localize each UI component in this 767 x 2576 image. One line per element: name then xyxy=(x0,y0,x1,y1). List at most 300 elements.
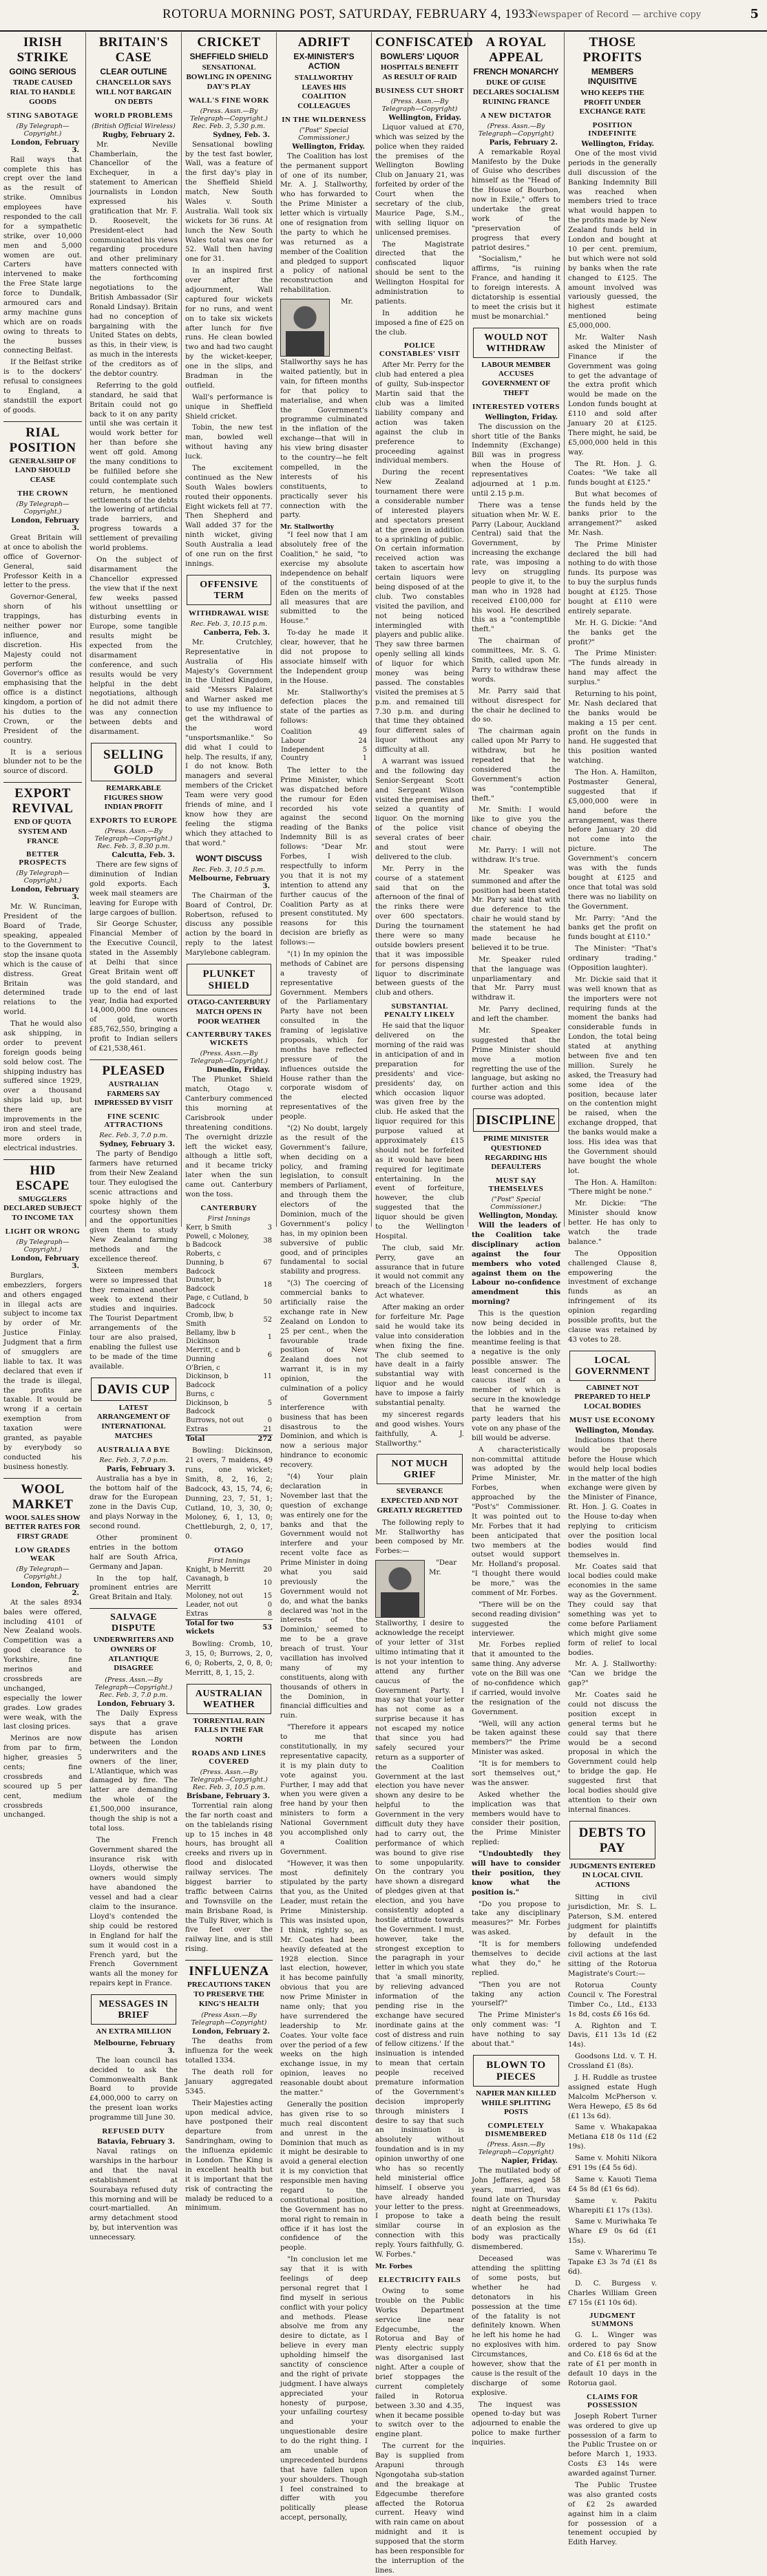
paragraph: To-day he made it clear, however, that he did not propose to associate himself with the Independent group in the House. xyxy=(280,629,368,685)
deck: AUSTRALIAN FARMERS SAY IMPRESSED BY VISIT xyxy=(94,1079,174,1108)
headline: WOULD NOT WITHDRAW xyxy=(484,332,548,354)
headline: SELLING GOLD xyxy=(103,747,164,777)
subheadline: FRENCH MONARCHY xyxy=(473,67,559,76)
placeline: London, February 3. xyxy=(11,138,79,154)
masthead-title: ROTORUA MORNING POST, SATURDAY, FEBRUARY 4, 1933 xyxy=(162,7,533,21)
dateline: (Press. Assn.—By Telegraph—Copyright.) Rec. Feb. 3, 10.5 p.m. xyxy=(190,1768,268,1791)
row-value: 52 xyxy=(263,1316,272,1324)
deck: TRADE CAUSED RIAL TO HANDLE GOODS xyxy=(10,78,76,106)
row-value: 49 xyxy=(358,728,367,737)
paragraph: "It is for members to sort themselves out," was the answer. xyxy=(472,1760,560,1787)
story-rial-position xyxy=(3,425,82,777)
dateline: Rec. Feb. 3, 10.15 p.m. xyxy=(190,620,268,628)
section-label: BETTER PROSPECTS xyxy=(19,850,67,867)
story-discipline-body xyxy=(472,1134,560,2049)
section-label: AUSTRALIA A BYE xyxy=(96,1445,171,1454)
row-label: Knight, b Merritt xyxy=(186,1566,245,1574)
deck: UNDERWRITERS AND OWNERS OF ATLANTIQUE DISAGREE xyxy=(93,1636,174,1673)
column-rule xyxy=(3,421,82,422)
deck: END OF QUOTA SYSTEM AND FRANCE xyxy=(14,818,72,845)
headline: BRITAIN'S CASE xyxy=(98,35,169,65)
table-row xyxy=(185,1391,273,1417)
paragraph: "In conclusion let me say that it is with feelings of deep personal regret that I find myself in serious conflict with your policy and methods. Please absolve me from any desire to dictate, as I believe in every man upholding himself the sanctity of conscience and the right of private judgment. I have always appreciated your honesty of purpose, your unfailing courtesy and your unquestionable desire to do the right thing. I am unable of unprecedented burdens that have fallen upon your shoulders. Though I feel constrained to differ with you politically please accept, personally, xyxy=(280,2255,368,2522)
row-value: 15 xyxy=(263,1592,272,1601)
paragraph: The Daily Express says that a grave dispute has arisen between the London underwriters and the owners of the liner, L'Atlantique, which was damaged by fire. The latter are demanding the whole of the £1,500,000 insurance, though the ship is not a total loss. xyxy=(90,1709,178,1833)
paragraph: In the top half, prominent entries are Great Britain and Italy. xyxy=(90,1574,178,1602)
paragraph: He said that the liquor delivered on the morning of the raid was in anticipation of and in preparation for presidents' and vice-presidents' day, on which occasion liquor was given free by the club. He asked that the liquor required for this purpose valued at approximately £15 should not be forfeited as it would have been required for legitimate entertaining. In the event of forfeiture, however, the club suggested that the liquor should be given to the Wellington Hospital. xyxy=(375,1022,464,1241)
paragraph: Their Majesties acting upon medical advice, have postponed their departure from Sandringham, owing to the influenza epidemic in London. The King is in excellent health but it is important that the risk of contracting the malady be reduced to a minimum. xyxy=(185,2098,273,2213)
story-not-much-grief-body xyxy=(375,1487,464,2270)
paragraph: Same v. Muriwhaka Te Whare £9 0s 6d (£1 15s). xyxy=(568,2217,657,2246)
deck: SENSATIONAL BOWLING IN OPENING DAY'S PLAY xyxy=(186,63,272,91)
section-label: WITHDRAWAL WISE xyxy=(188,609,270,617)
subheadline: MEMBERS INQUISITIVE xyxy=(587,67,638,87)
paragraph: Mr. Parry said that without disrespect for the chair he declined to do so. xyxy=(472,686,560,724)
paragraph: Rotorua County Council v. The Forestral Timber Co., Ltd., £133 1s 8d, costs £6 16s 6d. xyxy=(568,1981,657,2018)
row-label: Extras xyxy=(186,1609,209,1618)
story-australian-weather xyxy=(187,1684,271,1714)
story-adrift xyxy=(280,35,368,2523)
story-would-not-withdraw xyxy=(473,328,559,358)
placeline: Batavia, February 3. xyxy=(96,2138,175,2146)
deck: LATEST ARRANGEMENT OF INTERNATIONAL MATCHES xyxy=(96,1403,171,1440)
paragraph: Mr. W. Runciman, President of the Board of Trade, speaking, appealed to the Government to stop the insane quota which is the cause of distress. Great Britain was determined trade relations to the world. xyxy=(3,902,82,1017)
placeline: Wellington, Friday. xyxy=(485,413,558,421)
paragraph: "It is for members themselves to decide what they do," he replied. xyxy=(472,1940,560,1977)
column-2 xyxy=(85,32,181,2242)
deck: STALLWORTHY LEAVES HIS COALITION COLLEAGUES xyxy=(294,73,354,111)
placeline: London, February 3. xyxy=(11,886,79,902)
section-label: CLAIMS FOR POSSESSION xyxy=(587,2392,638,2409)
story-plunket-shield-body xyxy=(185,998,273,1678)
section-label: JUDGMENT SUMMONS xyxy=(589,2312,635,2329)
paragraph: The letter to the Prime Minister, which was dispatched before the rumour for Eden recorded his vote against the second reading of the Banks Indemnity Bill is as follows: "Dear Mr. Forbes, I wish respectfully to inform you that it is not my intention to attend any further caucus of the Coalition Party as at present constituted. My reasons for this decision are briefly as follows:— xyxy=(280,766,368,947)
paragraph: The Minister: "That's ordinary trading." (Opposition laughter). xyxy=(568,944,657,972)
headline: LOCAL GOVERNMENT xyxy=(575,1355,650,1377)
headline: NOT MUCH GRIEF xyxy=(391,1459,448,1481)
story-influenza xyxy=(185,1964,273,2213)
section-label: REFUSED DUTY xyxy=(102,2127,165,2136)
paragraph: Joseph Robert Turner was ordered to give up possession of a farm to the Public Trustee on or before March 1, 1933. Costs £3 14s were awarded against Turner. xyxy=(568,2411,657,2478)
paragraph: Burglars, embezzlers, forgers and others engaged in illegal acts are subject to income tax by order of Mr. Justice Finlay. Judgment that a firm of smugglers are liable to tax. It was declared that even if the trade is illegal, the profits are taxable. It would be wrong if a certain exemption from taxation were granted, as payable by everybody so conducted his business honestly. xyxy=(3,1271,82,1471)
placeline: London, February 2. xyxy=(11,1581,79,1597)
paragraph: Generally the position has given rise to so much real discontent and unrest in the Dominion that much as it might be desirable to avoid a general election it is my conviction that responsible men having regard to the constitutional position, the Government has no moral right to remain in office if it has lost the confidence of the people. xyxy=(280,2100,368,2252)
column-3 xyxy=(181,32,276,2213)
portrait-photo-stallworthy xyxy=(280,299,330,357)
total-row xyxy=(185,1435,273,1444)
dateline: (Press. Assn.—By Telegraph—Copyright) xyxy=(478,2141,554,2157)
story-royal-appeal xyxy=(472,35,560,322)
story-local-government-body xyxy=(568,1384,657,1815)
deck: LABOUR MEMBER ACCUSES GOVERNMENT OF THEFT xyxy=(481,360,551,397)
dateline: (Press. Assn.—By Telegraph—Copyright.) Rec. Feb. 3, 8.30 p.m. xyxy=(94,827,173,851)
story-davis-cup-body xyxy=(90,1404,178,1603)
story-offensive-term-body xyxy=(185,609,273,849)
paragraph: Mr. H. G. Dickie: "And the banks get the profit?" xyxy=(568,618,657,646)
paragraph: Mr. Parry declined, and left the chamber. xyxy=(472,1005,560,1024)
story-debts-to-pay-body xyxy=(568,1862,657,2548)
table-row xyxy=(185,1224,273,1233)
paragraph: The chairman of committees, Mr. S. G. Smith, called upon Mr. Parry to withdraw these words. xyxy=(472,637,560,684)
section-label: WALL'S FINE WORK xyxy=(188,96,270,105)
paragraph: Mr. Parry: "And the banks get the profit on funds bought at £110." xyxy=(568,914,657,942)
row-label: Dunster, b Badcock xyxy=(186,1276,222,1294)
paragraph: Governor-General, shorn of his trappings, has neither power nor influence, and discretion. His Majesty could not perform the Governor's office as emphasising that the office is a distinct kingdom, a portion of his duties to the Crown, or the President of the country. xyxy=(3,593,82,745)
table-row xyxy=(185,1610,273,1619)
row-label: Coalition xyxy=(281,728,312,737)
team-label: CANTERBURY xyxy=(200,1203,258,1212)
placeline: London, February 3. xyxy=(11,516,79,532)
paragraph: "(2) No doubt, largely as the result of the Government's failure, when deciding on a policy, and framing legislation, to consult members of Parliament, and through them the electors of the Dominion, much of the Government's policy has, in my opinion been subversive of public good, and of principles fundamental to social stability and progress. xyxy=(280,1123,368,1276)
scorecard-canterbury xyxy=(185,1224,273,1444)
paragraph: A warrant was issued and the following day Senior-Sergeant Scott and Sergeant Wilson visited the premises and seized a quantity of liquor. On the morning of the police visit several crates of beer and stout were delivered to the club. xyxy=(375,757,464,861)
deck: WOOL SALES SHOW BETTER RATES FOR FIRST GRADE xyxy=(5,1513,81,1541)
headline: BLOWN TO PIECES xyxy=(486,2059,546,2082)
paragraph: Great Britain will at once to abolish the office of Governor-General, said Professor Keith in a letter to the press. xyxy=(3,533,82,590)
paragraph: Mr. Coates said he could not discuss the position except in general terms but he could say that there would be a second proposal in which the Government could help to bridge the gap. He suggested first that local bodies should give attention to their own internal finances. xyxy=(568,1691,657,1814)
story-selling-gold-body xyxy=(90,784,178,1054)
paragraph: Mr. Dickie: "The Minister should know better. He has only to watch the trade balance." xyxy=(568,1199,657,1246)
story-those-profits xyxy=(568,35,657,1345)
deck: HOSPITALS BENEFIT AS RESULT OF RAID xyxy=(380,63,459,82)
table-row xyxy=(185,1347,273,1364)
paragraph: The French Government shared the insurance risk with Lloyds, otherwise the owners would simply have abandoned the vessel and had a clear claim to the insurance. Lloyd's contended the ship could be restored in England for half the sum it would cost in a French yard, but the French Government wants all the money for repairs kept in France. xyxy=(90,1835,178,1988)
paragraph: At the sales 8934 bales were offered, including 4101 of New Zealand wools. Competition was a good clearance to Yorkshire, fine merinos and crossbreds are unchanged, especially the lower grades. Low grades were weak, with the last closing prices. xyxy=(3,1598,82,1731)
row-value: 24 xyxy=(358,737,367,745)
paragraph: Mr. Speaker ruled that the language was unparliamentary and that Mr. Parry must withdraw it. xyxy=(472,955,560,1002)
paragraph: The mutilated body of John Jeffares, aged 58 years, married, was found late on Thursday night at Greenmeadows, death being the result of an explosion as the body was practically dismembered. xyxy=(472,2166,560,2252)
story-selling-gold xyxy=(91,743,176,781)
paragraph: This is the question now being decided in the lobbies and in the meantime feeling is that a negative is the only possible answer. The least concerned is the caucus itself on a member of which is secure in the knowledge that he warned the party leaders that his vote on any phase of the bill would be adverse. xyxy=(472,1309,560,1442)
subheadline: BOWLERS' LIQUOR xyxy=(380,52,459,61)
headline: WOOL MARKET xyxy=(12,1481,74,1512)
paragraph: Mr. Dickie said that it was well known that as the importers were not requiring funds at the moment the banks had considerable funds in London, the total being stated at anything between five and ten million. Surely he asked, the Treasury had some idea of the position, because later on the contention might be raised, when the exchange dropped, that the banks would make a loss. His idea was that the Government should have bought the whole lot. xyxy=(568,975,657,1175)
paragraph: "Do you propose to take any disciplinary measures?" Mr. Forbes was asked. xyxy=(472,1899,560,1937)
paragraph: "(3) The coercing of commercial banks to artificially raise the exchange rate in New Zealand on London to 25 per cent., when the favourable trade position of New Zealand does not warrant it, is in my opinion, the culmination of a policy of Government interference with business that has been disastrous to the Dominion, and which is now a serious major hindrance to economic recovery. xyxy=(280,1279,368,1470)
row-value: 18 xyxy=(263,1280,272,1289)
paragraph: "Socialism," he affirms, "is ruining France, and handing it to foreign interests. A dictatorship is essential to meet the crisis but it must be monarchial." xyxy=(472,255,560,321)
paragraph: The chairman again called upon Mr Parry to withdraw, but he repeated that he considered the Government's action was "contemptible theft." xyxy=(472,727,560,803)
paragraph: The inquest was opened to-day but was adjourned to enable the police to make further inquiries. xyxy=(472,2400,560,2447)
placeline: Wellington, Monday. xyxy=(479,1212,558,1221)
paragraph: A remarkable Royal Manifesto by the Duke of Guise who describes himself as the "Head of the House of Bourbon, now in Exile," offers to undertake the great work of the "preservation of progress that every patriot desires." xyxy=(472,147,560,252)
headline: WON'T DISCUSS xyxy=(196,854,262,864)
story-would-not-withdraw-body xyxy=(472,361,560,1103)
story-messages-in-brief xyxy=(91,1994,176,2025)
paragraph: There are few signs of diminution of Indian gold exports. Each week mail steamers are leaving for Europe with large cargoes of bullion. xyxy=(90,861,178,917)
placeline: Rugby, February 2. xyxy=(102,131,175,139)
column-6 xyxy=(467,32,564,2447)
party-standings xyxy=(280,728,368,763)
story-discipline xyxy=(473,1108,559,1132)
row-label: Burns, c Dickinson, b Badcock xyxy=(186,1390,229,1416)
paragraph: Other prominent entries in the bottom half are South Africa, Germany and Japan. xyxy=(90,1534,178,1571)
paragraph: Same v. Mohiti Nikora £91 19s (£4 5s 6d). xyxy=(568,2154,657,2172)
paragraph: The Rt. Hon. J. G. Coates: "We take all funds bought at £125." xyxy=(568,459,657,487)
dateline: (Press. Assn.—By Telegraph—Copyright) xyxy=(381,97,458,113)
paragraph: Same v. Wharerimu Te Tapake £3 3s 7d (£1 8s 6d). xyxy=(568,2248,657,2276)
row-label: Moloney, not out xyxy=(186,1592,243,1601)
dateline: Rec. Feb. 3, 7.0 p.m. xyxy=(99,1456,168,1464)
row-value: 8 xyxy=(267,1609,272,1618)
paragraph: In addition he imposed a fine of £25 on the club. xyxy=(375,308,464,337)
paragraph: Deceased was attending the splitting of some posts, but whether he had detonators in his possession at the time of the fatality is not definitely known. When he left his home he had no explosives with him. Circumstances, however, show that the cause is the result of the discharge of some explosive. xyxy=(472,2255,560,2397)
story-wool-market xyxy=(3,1482,82,1821)
row-value: 0 xyxy=(267,1601,272,1609)
subheadline: EX-MINISTER'S ACTION xyxy=(293,52,355,72)
row-label: Leader, not out xyxy=(186,1601,238,1609)
dateline: (By Telegraph—Copyright.) xyxy=(16,1565,70,1581)
table-row xyxy=(185,1294,273,1311)
paragraph: After making an order for forfeiture Mr. Page said he would take its value into consideration when fixing the fine. The club seemed to have dealt in a fairly substantial way with liquor and he would have to impose a fairly substantial penalty. xyxy=(375,1303,464,1407)
headline: PLEASED xyxy=(102,1063,165,1078)
paragraph: Returning to his point, Mr. Nash declared that the banks would be making a 15 per cent. profit on the funds in hand. He suggested that this position wanted watching. xyxy=(568,690,657,766)
row-label: Kerr, b Smith xyxy=(186,1223,232,1232)
headline: AUSTRALIAN WEATHER xyxy=(195,1688,263,1710)
paragraph: my sincerest regards and good wishes. Yours faithfully, A. J. Stallworthy." xyxy=(375,1410,464,1448)
subheadline: SHEFFIELD SHIELD xyxy=(189,52,269,61)
placeline: Melbourne, February 3. xyxy=(188,874,270,890)
deck: REMARKABLE FIGURES SHOW INDIAN PROFIT xyxy=(104,783,163,812)
row-value: 3 xyxy=(267,1223,272,1232)
paragraph: Referring to the gold standard, he said that Britain could not go back to it on any parity until she was certain it would work better for her than before she went off gold. Among the many conditions to be fulfilled before she could contemplate such return, he mentioned settlements of the debts the lowering of artificial trade barriers, and progress towards a settlement of prevailing world problems. xyxy=(90,381,178,553)
paragraph: "Well, will any action be taken against these members?" the Prime Minister was asked. xyxy=(472,1719,560,1757)
section-label: WORLD PROBLEMS xyxy=(94,111,174,120)
deck: CHANCELLOR SAYS WILL NOT BARGAIN ON DEBTS xyxy=(95,78,172,106)
placeline: Wellington, Friday. xyxy=(292,142,365,151)
placeline: Melbourne, February 3. xyxy=(93,2039,175,2055)
placeline: London, February 2. xyxy=(192,2028,270,2036)
headline: THOSE PROFITS xyxy=(582,35,642,65)
story-irish-strike xyxy=(3,35,82,416)
row-label: Cavanagh, b Merritt xyxy=(186,1574,229,1592)
headline: INFLUENZA xyxy=(189,1964,269,1979)
paragraph: "Undoubtedly they will have to consider their position, they know what the position is." xyxy=(472,1850,560,1897)
scorecard-otago xyxy=(185,1566,273,1637)
story-pleased xyxy=(90,1064,178,1372)
paragraph: Mr. Coates said that local bodies could make economies in the same way as the Government. They could say that something was yet to come before Parliament which might give some form of relief to local bodies. xyxy=(568,1562,657,1657)
column-5 xyxy=(371,32,474,2575)
story-wont-discuss xyxy=(185,854,273,958)
section-label: THE CROWN xyxy=(17,489,68,498)
paragraph: Mr. Stallworthy says he has waited patiently, but in vain, for fifteen months for that policy to materialise, and when the Government's programme culminated in the inflation of the exchange—that will in his view bring disaster to the country—he felt compelled, in the interests of his constituents, to practically sever his connection with the party. xyxy=(280,297,368,520)
paragraph: Goodsons Ltd. v. T. H. Crossland £1 (8s). xyxy=(568,2052,657,2071)
columns xyxy=(0,32,767,2575)
dateline: (By Telegraph—Copyright.) xyxy=(16,1238,70,1254)
row-label: Bellamy, lbw b Dickinson xyxy=(186,1329,236,1346)
story-cricket xyxy=(185,35,273,569)
table-row xyxy=(280,737,368,746)
paragraph: There was a tense situation when Mr. W. E. Parry (Labour, Auckland Central) said that the Government, by increasing the exchange rate, was imposing a levy on struggling people to give it, to the man who in 1928 had received £100,000 for his wool. He described this as a "contemptible theft." xyxy=(472,500,560,634)
paragraph: The Magistrate directed that the confiscated liquor should be sent to the Wellington Hospital for administration to patients. xyxy=(375,240,464,306)
paragraph: In an inspired first over after the adjournment, Wall captured four wickets for no runs, and went on to take six wickets after lunch for five runs. He clean bowled two and had two caught by the wicket-keeper, one in the slips, and Bradman in the outfield. xyxy=(185,266,273,390)
dateline: (Press. Assn.—By Telegraph—Copyright.) xyxy=(190,1050,268,1066)
section-label: LIGHT OR WRONG xyxy=(5,1227,81,1236)
dateline: Rec. Feb. 3, 10.5 p.m. xyxy=(192,865,266,874)
deck: GENERALSHIP OF LAND SHOULD CEASE xyxy=(9,456,76,485)
row-label: Independent xyxy=(281,746,324,754)
paragraph: Mr. Smith: I would like to give you the chance of obeying the chair. xyxy=(472,805,560,843)
story-electricity-fails xyxy=(375,2276,464,2576)
row-label: Total xyxy=(185,1435,252,1444)
paragraph: "Therefore it appears to me that constitutionally, in my representative capacity, it is my plain duty to vote against you. Further, I may add that when you were given a free hand by your then ministers to form a National Government you accomplished only a Coalition Government. xyxy=(280,1723,368,1856)
paragraph: If the Belfast strike is to the dockers' refusal to consignees to England, a standstill the export of goods. xyxy=(3,358,82,414)
placeline: Dunedin, Friday. xyxy=(206,1066,270,1075)
paragraph: Torrential rain along the far north coast and on the tablelands rising up to 15 inches in 48 hours, has brought all creeks and rivers up in flood and dislocated railway services. The biggest barrier to traffic between Cairns and Townsville on the main Brisbane Road, is the Tully River, which is five feet over the railway line, and is still rising. xyxy=(185,1801,273,1954)
table-row xyxy=(185,1276,273,1294)
placeline: Napier, Friday. xyxy=(501,2157,558,2166)
placeline: London, February 3. xyxy=(11,1254,79,1270)
dateline: (By Telegraph—Copyright.) xyxy=(16,122,70,138)
section-label: MUST SAY THEMSELVES xyxy=(488,1176,544,1194)
row-value: 38 xyxy=(263,1236,272,1245)
story-debts-to-pay xyxy=(569,1821,655,1859)
story-davis-cup xyxy=(91,1377,176,1401)
story-blown-to-pieces-body xyxy=(472,2089,560,2448)
row-value: 272 xyxy=(252,1435,273,1444)
row-value: 6 xyxy=(267,1351,272,1359)
column-4 xyxy=(276,32,371,2522)
row-label: Extras xyxy=(186,1425,209,1433)
column-rule xyxy=(3,1159,82,1160)
headline: CRICKET xyxy=(197,35,261,50)
row-value: 53 xyxy=(252,1619,273,1637)
paragraph: Wall's performance is unique in Sheffield Shield cricket. xyxy=(185,392,273,421)
row-value: 50 xyxy=(263,1298,272,1307)
paragraph: The deaths from influenza for the week totalled 1334. xyxy=(185,2037,273,2065)
handwritten-note: Newspaper of Record — archive copy xyxy=(530,10,702,20)
table-row xyxy=(185,1250,273,1276)
paragraph: During the recent New Zealand tournament there were a considerable number of interested players and spectators present at the green in addition to a sprinkling of public. On certain information received action was taken to ascertain how certain liquors were being disposed of at the club. Two constables visited the pavilion, and not being noticed intermingled with players and public alike. They saw three barmen openly selling all kinds of liquor for which money was being passed. The constables visited the premises at 5 p.m. and remained till 7.30 p.m. and during that time they obtained four different sales of liquor without any difficulty at all. xyxy=(375,468,464,754)
paragraph: Mr. Speaker suggested that the Prime Minister should move a motion regretting the use of the language, but asking no further action and this course was adopted. xyxy=(472,1026,560,1102)
paragraph: The following reply to Mr. Stallworthy has been composed by Mr. Forbes:— xyxy=(375,1518,464,1556)
deck: PRECAUTIONS TAKEN TO PRESERVE THE KING'S HEALTH xyxy=(187,1981,271,2008)
paragraph: "There will be on the second reading division" suggested the interviewer. xyxy=(472,1600,560,1638)
row-label: Powell, c Moloney, b Badcock xyxy=(186,1232,249,1249)
innings-label: First Innings xyxy=(207,1214,251,1223)
dateline: (By Telegraph—Copyright.) xyxy=(16,500,70,516)
dateline: (British Official Wireless) xyxy=(92,122,176,130)
dateline: ("Post" Special Commissioner.) xyxy=(490,1196,542,1212)
paragraph: Mr. Parry: I will not withdraw. It's true. xyxy=(472,845,560,864)
masthead xyxy=(0,0,767,32)
row-value: 10 xyxy=(263,1579,272,1587)
story-local-government xyxy=(569,1351,655,1381)
section-label: POLICE CONSTABLES' VISIT xyxy=(379,341,461,359)
photo-caption: Mr. Forbes xyxy=(375,2263,412,2270)
paragraph: That he would also ask shipping, in order to prevent foreign goods being sold below cost. The shipping industry has suffered since 1929, over a thousand ships laid up, but there are improvements in the iron and steel trade, more orders in electrical industries. xyxy=(3,1020,82,1152)
deck: JUDGMENTS ENTERED IN LOCAL CIVIL ACTIONS xyxy=(569,1861,655,1890)
column-rule xyxy=(3,1478,82,1479)
deck: TORRENTIAL RAIN FALLS IN THE FAR NORTH xyxy=(193,1716,265,1744)
deck: DUKE OF GUISE DECLARES SOCIALISM RUINING FRANCE xyxy=(472,78,560,106)
table-row xyxy=(185,1592,273,1601)
paragraph: "(1) In my opinion the methods of Cabinet are a travesty of representative Government. Members of the Parliamentary Party have not been consulted in the framing of legislative proposals, which for months have reflected pressure of the influences outside the House rather than the corporate wisdom of the elected representatives of the people. xyxy=(280,949,368,1121)
paragraph: Mr. Walter Nash asked the Minister of Finance if the Government was going to get the advantage of the extra profit which would be made on the London funds bought at £110 and sold after January 20 at £125. There might, he said, be £5,000,000 held in this way. xyxy=(568,332,657,456)
placeline: Sydney, Feb. 3. xyxy=(213,131,270,139)
deck: NAPIER MAN KILLED WHILE SPLITTING POSTS xyxy=(476,2089,556,2117)
paragraph: The Coalition has lost the permanent support of one of its number, Mr. A. J. Stallworthy, who has forwarded to the Prime Minister a letter which is virtually one of resignation from the party to which he was returned as a member of the Coalition and pledged to support a policy of national reconstruction and rehabilitation. xyxy=(280,151,368,295)
headline: DAVIS CUP xyxy=(97,1382,170,1397)
page-number: 5 xyxy=(750,7,759,21)
section-label: LOW GRADES WEAK xyxy=(14,1545,71,1563)
deck: SEVERANCE EXPECTED AND NOT GREATLY REGRETTED xyxy=(377,1487,463,1514)
paragraph: One of the most vivid periods in the generally dull discussion of the Banking Indemnity Bill was reached when members tried to trace what would happen to the profits made by New Zealand funds held in London and bought at 10 per cent. premium, but which were not sold by banks when the rate changed to £125. The amount involved was variously guessed, the highest estimate mentioned being £5,000,000. xyxy=(568,149,657,330)
subheadline: CLEAR OUTLINE xyxy=(100,67,167,76)
paragraph: The Prime Minister: "The funds already in hand may affect the surplus." xyxy=(568,649,657,687)
deck: OTAGO-CANTERBURY MATCH OPENS IN POOR WEATHER xyxy=(187,998,271,1026)
paragraph: Tobin, the new test man, bowled well without having any luck. xyxy=(185,423,273,461)
paragraph: But what becomes of the funds held by the banks prior to the arrangement?" asked Mr. Nash. xyxy=(568,490,657,537)
story-messages-in-brief-body xyxy=(90,2027,178,2243)
paragraph: The Hon. A. Hamilton, Postmaster General, suggested that if £5,000,000 were in hand before the arrangement, was there before January 20 did not come into the picture. The Government's concern was with the funds bought at £125 and once that total was sold there was no liability on the Government. xyxy=(568,768,657,911)
story-confiscated xyxy=(375,35,474,1448)
headline: SALVAGE DISPUTE xyxy=(109,1612,158,1634)
paragraph: Mr. Perry in the course of a statement said that on the afternoon of the final of the rinks there were over 600 spectators. During the tournament there were so many outside bowlers present that it was impossible for persons dispensing liquor to discriminate between guests of the club and others. xyxy=(375,864,464,997)
placeline: Brisbane, February 3. xyxy=(186,1792,270,1800)
section-label: EXPORTS TO EUROPE xyxy=(90,816,178,825)
deck: SMUGGLERS DECLARED SUBJECT TO INCOME TAX xyxy=(3,1194,82,1223)
row-value: 5 xyxy=(362,746,367,754)
paragraph: "I feel now that I am absolutely free of the Coalition," he said, "to exercise my absolute independence on behalf of the constituents of Eden on the merits of all measures that are submitted to the House." xyxy=(280,531,368,626)
section-label: ROADS AND LINES COVERED xyxy=(191,1749,266,1766)
paragraph: J. H. Ruddle as trustee assigned estate Hugh Malcolm McPherson v. Wera Hewepo, £5 8s 6d (£1 13s 6d). xyxy=(568,2073,657,2120)
story-australian-weather-body xyxy=(185,1717,273,1955)
paragraph: The club, said Mr. Perry, gave an assurance that in future it would not commit any breach of the Licensing Act whatever. xyxy=(375,1243,464,1300)
table-row xyxy=(280,754,368,763)
column-rule xyxy=(90,1608,178,1609)
paragraph: The Chairman of the Board of Control, Dr. Robertson, refused to discuss any possible action by the board in reply to the latest Marylebone cablegram. xyxy=(185,891,273,958)
story-not-much-grief xyxy=(377,1454,463,1484)
table-row xyxy=(185,1426,273,1435)
dateline: (Press. Assn.—By Telegraph—Copyright) xyxy=(478,122,554,138)
paragraph: The Opposition challenged Clause 8, empowering the investment of exchange funds as an infringement of its opinion regarding possible profits, but the clause was retained by 43 votes to 28. xyxy=(568,1249,657,1344)
deck: CABINET NOT PREPARED TO HELP LOCAL BODIES xyxy=(574,1383,651,1411)
paragraph: D. C. Burgess v. Charles William Green £7 15s (£1 10s 6d). xyxy=(568,2279,657,2307)
table-row xyxy=(185,1417,273,1426)
total-row xyxy=(185,1619,273,1637)
story-salvage-dispute xyxy=(90,1612,178,1989)
story-britains-case xyxy=(90,35,178,737)
dateline: (Press. Assn.—By Telegraph—Copyright.) Rec. Feb. 3, 7.0 p.m. xyxy=(94,1676,173,1700)
section-label: A NEW DICTATOR xyxy=(480,111,552,120)
placeline: Canberra, Feb. 3. xyxy=(203,629,270,637)
row-label: Burrows, not out xyxy=(186,1417,244,1425)
table-row xyxy=(185,1575,273,1592)
table-row xyxy=(185,1311,273,1329)
section-label: IN THE WILDERNESS xyxy=(282,115,366,124)
dateline: (Press. Assn.—By Telegraph—Copyright.) Rec. Feb. 3, 5.30 p.m. xyxy=(190,107,268,130)
paragraph: The current for the Bay is supplied from Arapuni through Ngongotaha sub-station and the breakage at Edgecumbe therefore affected the Rotorua current. Heavy wind with rain came on about midnight and it is supposed that the storm has been responsible for the interruption of the lines. xyxy=(375,2442,464,2575)
paragraph: The loan council has decided to ask the Commonwealth Bank Board to provide £4,000,000 to carry on the present loan works programme till June 30. xyxy=(90,2056,178,2122)
deck: PRIME MINISTER QUESTIONED REGARDING HIS DEFAULTERS xyxy=(483,1134,549,1172)
portrait-photo-forbes xyxy=(375,1560,425,1618)
paragraph: Bowling: Dickinson, 21 overs, 7 maidens, 49 runs, one wicket; Smith, 8, 2, 16, 2; Badcock, 43, 15, 74, 6; Dunning, 23, 7, 51, 1; Cutland, 10, 3, 30, 0; Moloney, 6, 1, 13, 0; Chettleburgh, 2, 0, 17, 0. xyxy=(185,1446,273,1541)
row-value: 0 xyxy=(267,1417,272,1425)
story-hid-escape xyxy=(3,1163,82,1472)
paragraph: Merinos are now from par to firm, higher, greasies 5 cents; fine crossbreds and scoured up 5 per cent, medium crossbreds unchanged. xyxy=(3,1734,82,1819)
section-label: BUSINESS CUT SHORT xyxy=(375,86,464,95)
column-rule xyxy=(185,1960,273,1961)
headline: CONFISCATED xyxy=(375,35,474,50)
paragraph: On the subject of disarmament the Chancellor expressed the view that if the next few weeks passed without unsettling or disturbing events in Europe, some tangible results might be expected from the disarmament conference, and such results would be very helpful in the debt negotiations, although he did not admit there was any connection between debts and disarmament. xyxy=(90,555,178,736)
deck: AN EXTRA MILLION xyxy=(96,2027,171,2036)
section-label: POSITION INDEFINITE xyxy=(588,121,637,138)
dateline: Rec. Feb. 3, 7.0 p.m. xyxy=(99,1132,168,1140)
paragraph: Sitting in civil jurisdiction, Mr. S. L. Paterson, S.M. entered judgment for plaintiffs by default in the following undefended civil actions at the last sitting of the Rotorua Magistrate's Court:— xyxy=(568,1892,657,1978)
column-1 xyxy=(0,32,85,1819)
paragraph: The Hon. A. Hamilton: "There might be none." xyxy=(568,1178,657,1196)
